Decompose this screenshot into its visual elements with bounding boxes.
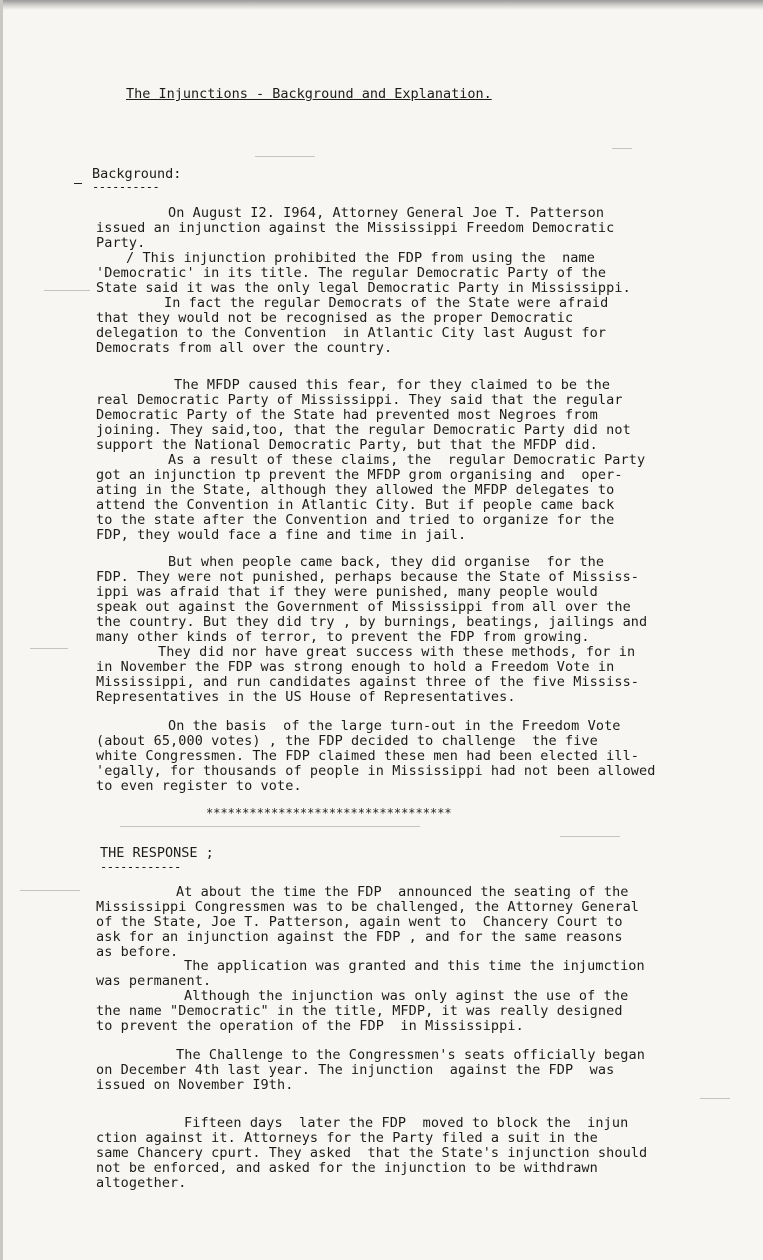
text-line: Party. <box>96 235 146 251</box>
scan-speck <box>120 826 420 827</box>
scan-speck <box>255 156 315 157</box>
text-line: The Challenge to the Congressmen's seats officially began <box>176 1047 645 1063</box>
text-line: delegation to the Convention in Atlantic City last August for <box>96 325 607 341</box>
scan-top-edge <box>0 0 763 10</box>
text-line: Fifteen days later the FDP moved to block the injun <box>184 1115 629 1131</box>
text-line: Mississippi Congressmen was to be challenged, the Attorney General <box>96 899 640 915</box>
text-line: ating in the State, although they allowed the MFDP delegates to <box>96 482 615 498</box>
text-line: that they would not be recognised as the proper Democratic <box>96 310 574 326</box>
text-line: 'Democratic' in its title. The regular Democratic Party of the <box>96 265 607 281</box>
scan-left-edge <box>0 0 3 1260</box>
text-line: They did nor have great success with these methods, for in <box>158 644 636 660</box>
text-line: State said it was the only legal Democratic Party in Mississippi. <box>96 280 631 296</box>
text-line: to prevent the operation of the FDP in Mississippi. <box>96 1018 524 1034</box>
scan-speck <box>700 1098 730 1099</box>
text-line: on December 4th last year. The injunction against the FDP was <box>96 1062 615 1078</box>
text-line: Mississippi, and run candidates against three of the five Mississ- <box>96 674 640 690</box>
scan-speck <box>44 290 90 291</box>
background-heading-underline: ---------- <box>92 180 160 194</box>
scan-speck <box>20 890 80 891</box>
text-line: as before. <box>96 944 179 960</box>
text-line: In fact the regular Democrats of the State were afraid <box>164 295 609 311</box>
text-line: FDP. They were not punished, perhaps because the State of Mississ- <box>96 569 640 585</box>
text-line: real Democratic Party of Mississippi. They said that the regular <box>96 392 623 408</box>
scan-speck <box>30 648 68 649</box>
text-line: many other kinds of terror, to prevent the FDP from growing. <box>96 629 590 645</box>
text-line: speak out against the Government of Mississippi from all over the <box>96 599 631 615</box>
text-line: to the state after the Convention and tried to organize for the <box>96 512 615 528</box>
text-line: FDP, they would face a fine and time in jail. <box>96 527 467 543</box>
text-line: white Congressmen. The FDP claimed these men had been elected ill- <box>96 748 640 764</box>
text-line: ction against it. Attorneys for the Party filed a suit in the <box>96 1130 598 1146</box>
text-line: to even register to vote. <box>96 778 302 794</box>
text-line: same Chancery cpurt. They asked that the State's injunction should <box>96 1145 648 1161</box>
text-line: 'egally, for thousands of people in Mississippi had not been allowed <box>96 763 656 779</box>
section-separator: ********************************** <box>206 806 452 820</box>
text-line: ask for an injunction against the FDP , and for the same reasons <box>96 929 623 945</box>
text-line: issued on November I9th. <box>96 1077 294 1093</box>
response-heading-underline: ------------ <box>100 860 181 874</box>
text-line: Although the injunction was only aginst the use of the <box>184 988 629 1004</box>
document-title: The Injunctions - Background and Explanation. <box>126 86 492 102</box>
text-line: Democratic Party of the State had prevented most Negroes from <box>96 407 598 423</box>
text-line: altogether. <box>96 1175 187 1191</box>
text-line: On the basis of the large turn-out in the Freedom Vote <box>168 718 621 734</box>
text-line: (about 65,000 votes) , the FDP decided to challenge the five <box>96 733 598 749</box>
text-line: Democrats from all over the country. <box>96 340 393 356</box>
text-line: The application was granted and this time the injumction <box>184 958 645 974</box>
text-line: ippi was afraid that if they were punished, many people would <box>96 584 598 600</box>
text-line: Representatives in the US House of Representatives. <box>96 689 516 705</box>
text-line: of the State, Joe T. Patterson, again went to Chancery Court to <box>96 914 623 930</box>
text-line: the name "Democratic" in the title, MFDP, it was really designed <box>96 1003 623 1019</box>
text-line: was permanent. <box>96 973 212 989</box>
text-line: the country. But they did try , by burnings, beatings, jailings and <box>96 614 648 630</box>
text-line: got an injunction tp prevent the MFDP grom organising and oper- <box>96 467 623 483</box>
text-line: But when people came back, they did organise for the <box>168 554 605 570</box>
text-line: issued an injunction against the Mississippi Freedom Democratic <box>96 220 615 236</box>
text-line: The MFDP caused this fear, for they claimed to be the <box>174 377 611 393</box>
text-line: On August I2. I964, Attorney General Joe T. Patterson <box>168 205 605 221</box>
text-line: attend the Convention in Atlantic City. But if people came back <box>96 497 615 513</box>
background-heading: Background: <box>92 166 182 182</box>
text-line: / This injunction prohibited the FDP from using the name <box>126 250 595 266</box>
text-line: joining. They said,too, that the regular Democratic Party did not <box>96 422 631 438</box>
margin-dash-mark <box>74 183 82 184</box>
text-line: in November the FDP was strong enough to hold a Freedom Vote in <box>96 659 615 675</box>
scan-speck <box>560 836 620 837</box>
text-line: At about the time the FDP announced the seating of the <box>176 884 629 900</box>
text-line: not be enforced, and asked for the injunction to be withdrawn <box>96 1160 598 1176</box>
text-line: As a result of these claims, the regular Democratic Party <box>168 452 646 468</box>
text-line: support the National Democratic Party, but that the MFDP did. <box>96 437 598 453</box>
response-heading: THE RESPONSE ; <box>100 845 214 861</box>
scan-speck <box>612 148 632 149</box>
